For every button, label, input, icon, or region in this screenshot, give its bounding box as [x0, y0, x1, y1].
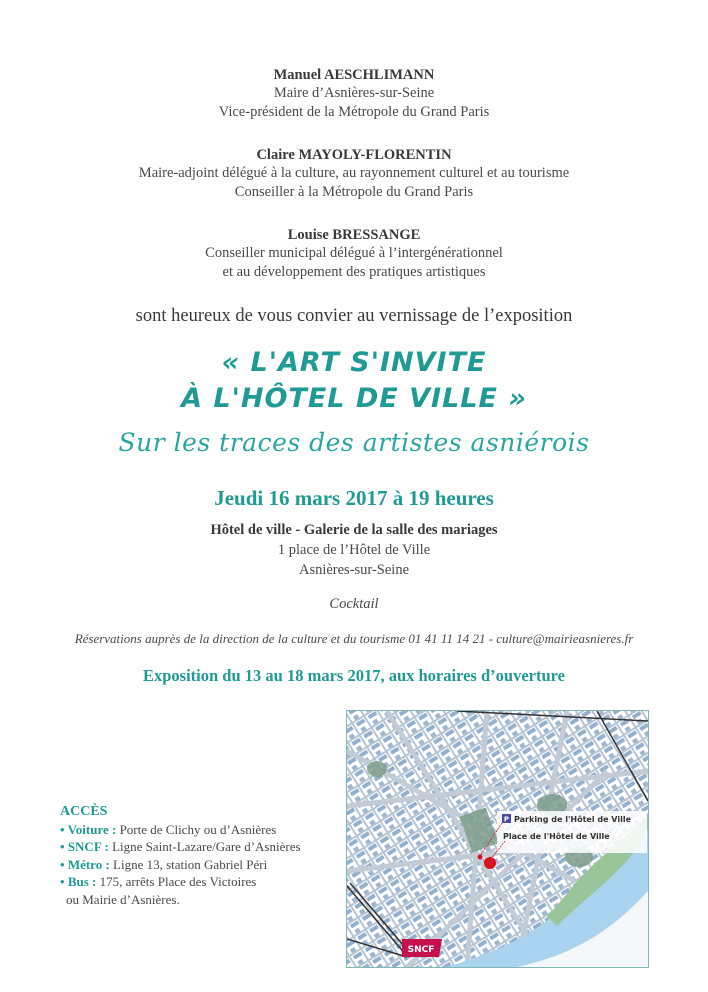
host-role: Conseiller à la Métropole du Grand Paris [234, 184, 474, 200]
event-address-line1: 1 place de l’Hôtel de Ville [277, 542, 431, 558]
access-text: Ligne Saint-Lazare/Gare d’Asnières [112, 839, 301, 854]
parking-marker [478, 855, 483, 860]
invitation-intro: sont heureux de vous convier au vernissage de l’exposition [135, 306, 573, 326]
host-name: Claire MAYOLY-FLORENTIN [256, 147, 452, 163]
host-block-3 [0, 227, 708, 282]
bullet-icon: • [60, 856, 68, 872]
location-marker-icon[interactable] [484, 857, 496, 869]
access-text: Porte de Clichy ou d’Asnières [119, 821, 277, 837]
sncf-logo-text: SNCF [407, 945, 435, 955]
parking-icon-letter: P [503, 815, 510, 824]
host-role: Maire d’Asnières-sur-Seine [273, 85, 435, 101]
exhibition-title-line2: À L'HÔTEL DE VILLE » [181, 383, 527, 414]
host-role: Vice-président de la Métropole du Grand Paris [218, 104, 490, 120]
host-name: Louise BRESSANGE [287, 227, 421, 243]
access-item-metro [60, 856, 301, 874]
exposition-dates: Exposition du 13 au 18 mars 2017, aux horaires d’ouverture [142, 666, 565, 685]
access-label: Voiture : [67, 821, 117, 837]
access-label: SNCF : [67, 839, 109, 854]
host-block-1 [0, 67, 708, 122]
exhibition-title-line1: « L'ART S'INVITE [221, 347, 487, 378]
map-graphic [347, 711, 648, 967]
host-name: Manuel AESCHLIMANN [273, 67, 435, 83]
bullet-icon: • [60, 821, 68, 837]
host-role: Maire-adjoint délégué à la culture, au rayonnement culturel et au tourisme [138, 165, 570, 181]
access-item-bus-continuation: ou Mairie d’Asnières. [66, 891, 180, 907]
access-text: 175, arrêts Place des Victoires [99, 874, 257, 889]
host-role: Conseiller municipal délégué à l’intergénérationnel [205, 245, 503, 261]
map-label-parking: Parking de l'Hôtel de Ville [514, 815, 631, 824]
access-text: Ligne 13, station Gabriel Péri [113, 856, 268, 872]
access-label: Métro : [67, 856, 110, 872]
access-item-bus [60, 873, 301, 891]
bullet-icon: • [60, 874, 68, 889]
access-item-sncf [60, 838, 301, 856]
event-cocktail: Cocktail [329, 596, 379, 612]
reservations-info: Réservations auprès de la direction de la culture et du tourisme 01 41 11 14 21 - culture@mairieasnieres.fr [74, 631, 634, 646]
access-item-car [60, 821, 301, 839]
bullet-icon: • [60, 839, 68, 854]
access-section [60, 803, 301, 908]
event-address-line2: Asnières-sur-Seine [298, 562, 410, 578]
access-label: Bus : [67, 874, 97, 889]
map-label-place: Place de l'Hôtel de Ville [503, 832, 610, 841]
exhibition-subtitle: Sur les traces des artistes asniérois [118, 428, 590, 457]
event-date: Jeudi 16 mars 2017 à 19 heures [214, 486, 494, 510]
access-title: ACCÈS [60, 804, 108, 819]
event-venue: Hôtel de ville - Galerie de la salle des mariages [210, 522, 498, 538]
host-role: et au développement des pratiques artistiques [222, 264, 486, 280]
host-block-2 [0, 147, 708, 202]
location-map[interactable] [346, 710, 649, 968]
